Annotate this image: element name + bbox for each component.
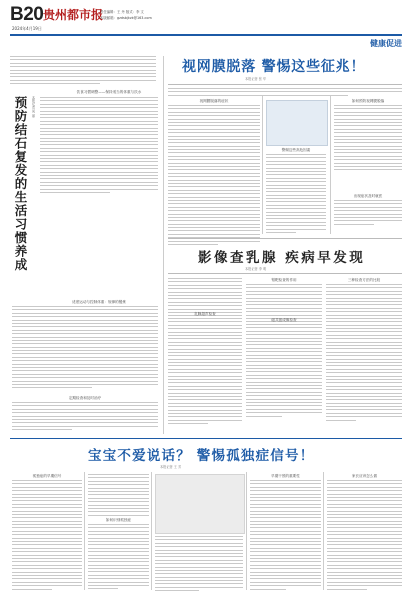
left-intro-text (10, 56, 158, 86)
masthead: 贵州都市报 (43, 8, 104, 22)
top-story-byline: 本报记者 张 华 (245, 77, 267, 81)
header-rule (10, 34, 402, 36)
middle-story-rule (168, 273, 402, 274)
column-divider (151, 472, 152, 590)
left-body-2 (12, 306, 158, 391)
top-story-rule (168, 84, 402, 85)
bottom-body-col-a (12, 480, 82, 592)
top-body-col-a (168, 105, 260, 247)
bottom-body-col-c (155, 536, 243, 594)
middle-body-col-c (326, 284, 402, 423)
bottom-story-byline: 本报记者 王 芳 (160, 465, 182, 469)
page-header (10, 4, 402, 48)
bottom-story-rule (10, 438, 402, 439)
editor-line: 责任编辑：王 丹 版式：李 文 (100, 10, 144, 14)
top-body-col-c2 (334, 200, 402, 227)
editor-info (100, 9, 152, 21)
top-body-col-c (334, 105, 402, 173)
left-story-byline: 本报记者 何 丽 (31, 96, 35, 118)
page-number: B20 (10, 4, 44, 25)
column-divider (246, 472, 247, 590)
left-subhead-1: 饮食习惯调整——保持适当的体重与饮水 (76, 90, 142, 94)
bottom-body-col-b2 (88, 524, 149, 592)
bottom-subhead-3: 早期干预的重要性 (271, 474, 300, 478)
top-subhead-4: 出现症状及时就医 (353, 194, 383, 198)
left-body-1 (40, 97, 158, 195)
email-line: 本版邮箱：gzdsbjkzk@163.com (100, 16, 152, 20)
middle-subhead-1: 乳腺超声检查 (194, 312, 216, 316)
middle-subhead-2: 钼靶检查的作用 (271, 278, 297, 282)
top-subhead-2: 警惕这些高危因素 (281, 148, 311, 152)
left-story-title: 预防结石复发的生活习惯养成 (13, 96, 28, 272)
bottom-body-col-b (88, 474, 149, 518)
column-divider (163, 56, 164, 434)
column-divider (323, 472, 324, 590)
column-divider (330, 96, 331, 234)
left-body-3 (12, 402, 158, 433)
bottom-body-col-e (327, 480, 402, 592)
middle-story-headline: 影像查乳腺 疾病早发现 (198, 250, 366, 266)
top-subhead-3: 如何预防视网膜脱落 (351, 99, 385, 103)
top-subhead-1: 视网膜脱落的症状 (199, 99, 229, 103)
middle-subhead-3: 磁共振成像检查 (271, 318, 297, 322)
bottom-body-col-d (250, 480, 321, 592)
child-photo (155, 474, 245, 534)
eye-illustration (266, 100, 328, 146)
left-subhead-3: 定期检查和及时治疗 (68, 396, 102, 400)
column-divider (84, 472, 85, 590)
column-divider (262, 96, 263, 234)
bottom-story-headline: 宝宝不爱说话？ 警惕孤独症信号！ (88, 448, 315, 464)
middle-subhead-4: 三种检查方法的比较 (347, 278, 381, 282)
middle-story-byline: 本报记者 李 明 (245, 267, 267, 271)
issue-date: 2024年4月19日 (12, 26, 42, 31)
middle-story-rule-top (168, 238, 402, 239)
left-subhead-2: 适度运动与控制体重：规律的锻炼 (72, 300, 126, 304)
section-title: 健康促进 (370, 39, 402, 48)
bottom-subhead-4: 家长应该怎么做 (351, 474, 378, 478)
bottom-subhead-1: 孤独症的早期信号 (32, 474, 62, 478)
top-lead-text (168, 88, 402, 98)
top-story-headline: 视网膜脱落 警惕这些征兆！ (182, 59, 366, 75)
middle-body-col-b2 (246, 324, 322, 419)
middle-body-col-a2 (168, 318, 242, 427)
bottom-subhead-2: 如何识别孤独症 (105, 518, 132, 522)
top-body-col-b (266, 154, 326, 235)
